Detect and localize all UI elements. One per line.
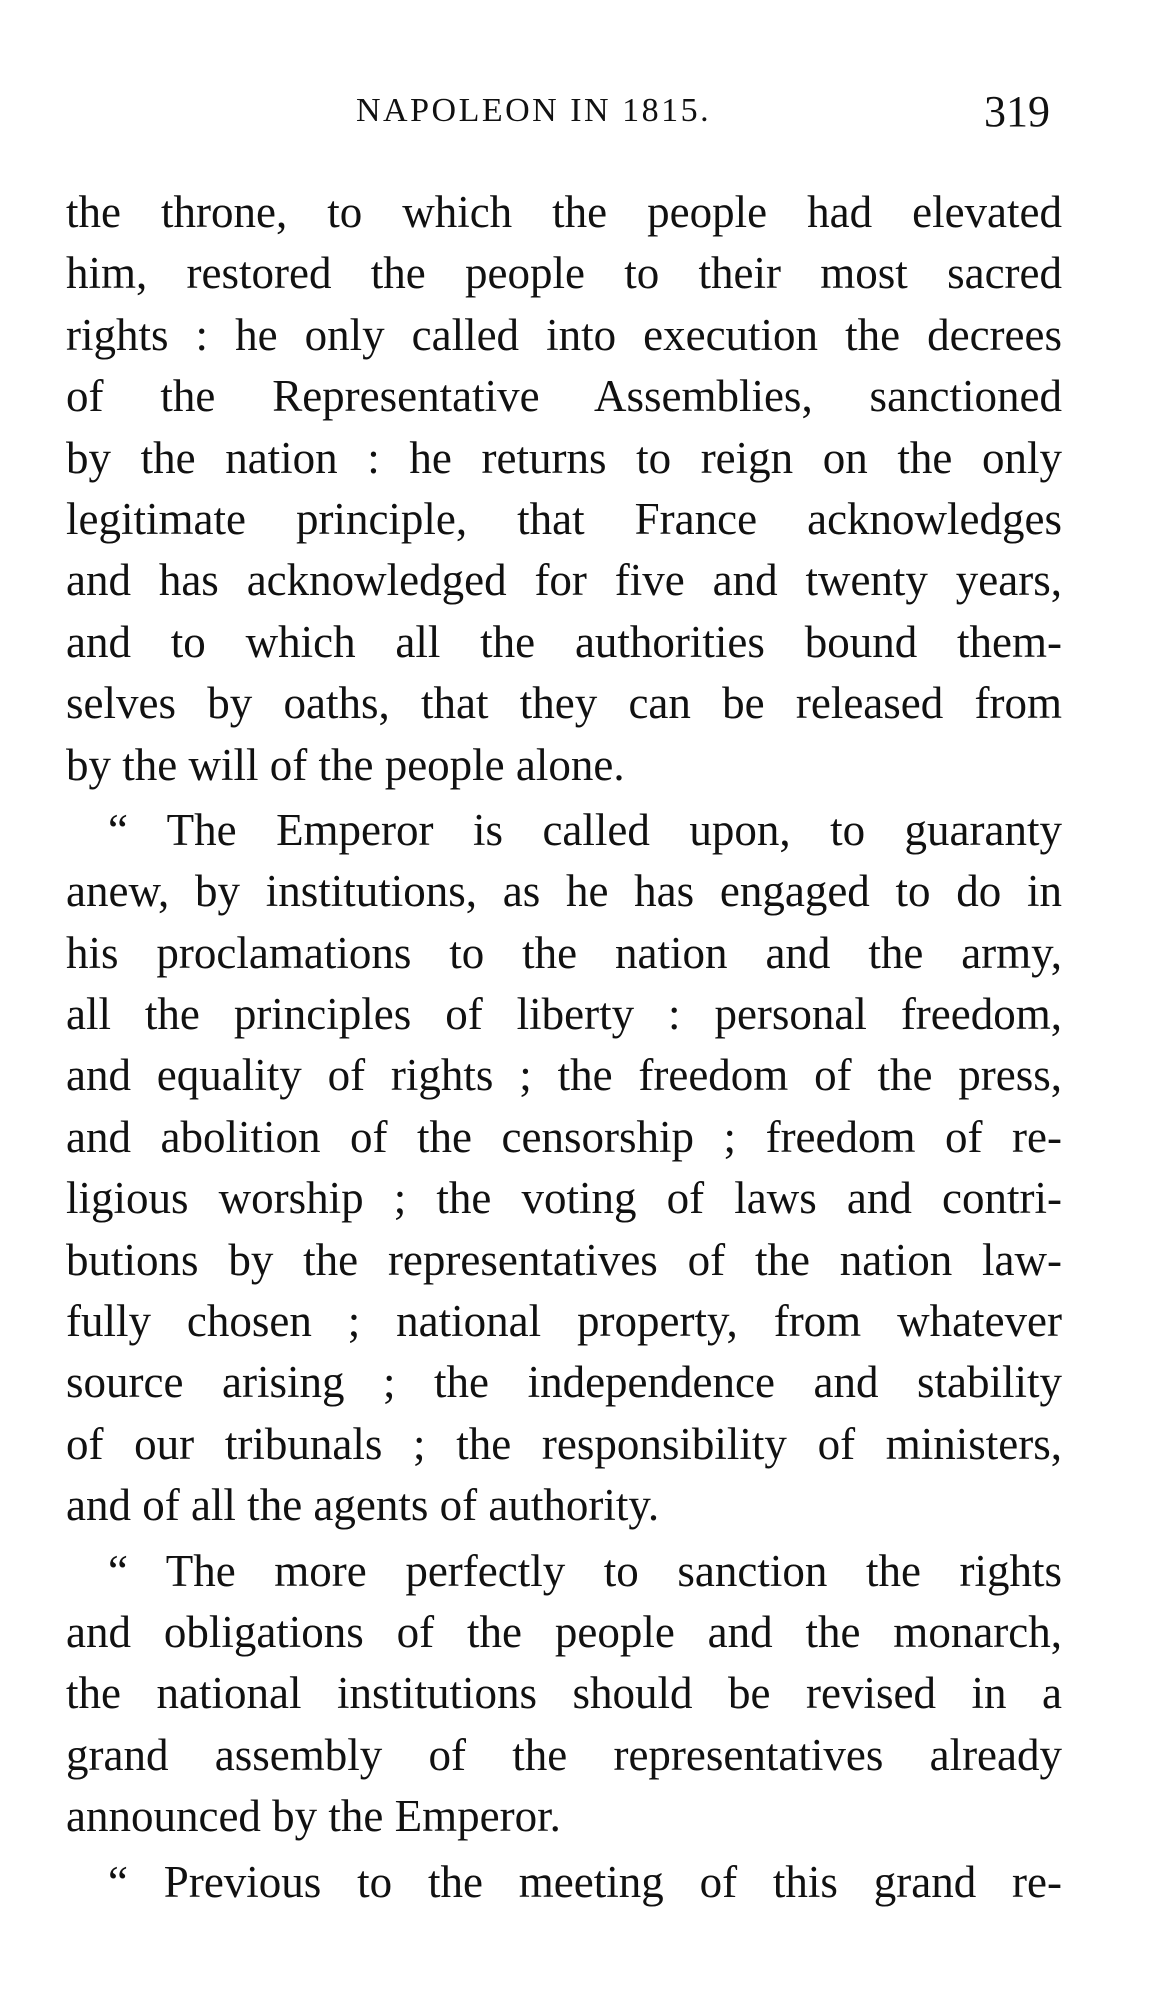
- text-line: “ The more perfectly to sanction the rights: [108, 1545, 1062, 1596]
- text-line: him, restored the people to their most sacred: [66, 248, 1062, 299]
- text-line: of the Representative Assemblies, sanctioned: [66, 371, 1062, 422]
- text-line: selves by oaths, that they can be released from: [66, 678, 1062, 729]
- page-number: 319: [984, 87, 1050, 136]
- text-line: his proclamations to the nation and the army,: [66, 927, 1062, 978]
- text-line: all the principles of liberty : personal freedom,: [66, 989, 1062, 1040]
- text-line: and of all the agents of authority.: [66, 1480, 660, 1531]
- paragraph: [66, 1852, 1062, 1913]
- text-line: and has acknowledged for five and twenty years,: [66, 555, 1062, 606]
- paragraph: [66, 800, 1062, 1537]
- text-line: and to which all the authorities bound them-: [66, 616, 1062, 667]
- text-line: and equality of rights ; the freedom of the press,: [66, 1050, 1062, 1101]
- text-line: and obligations of the people and the monarch,: [66, 1606, 1062, 1657]
- text-line: “ The Emperor is called upon, to guaranty: [108, 804, 1062, 855]
- text-line: the national institutions should be revised in a: [66, 1668, 1062, 1719]
- text-line: announced by the Emperor.: [66, 1791, 561, 1842]
- text-line: the throne, to which the people had elevated: [66, 187, 1062, 237]
- text-line: anew, by institutions, as he has engaged to do in: [66, 866, 1062, 917]
- text-line: ligious worship ; the voting of laws and contri-: [66, 1173, 1062, 1224]
- paragraph: [66, 1541, 1062, 1848]
- text-line: butions by the representatives of the nation law-: [66, 1234, 1062, 1285]
- text-line: legitimate principle, that France acknowledges: [66, 493, 1062, 544]
- text-line: fully chosen ; national property, from whatever: [66, 1296, 1062, 1347]
- text-line: by the nation : he returns to reign on the only: [66, 432, 1062, 483]
- running-title: NAPOLEON IN 1815.: [356, 92, 712, 129]
- text-line: source arising ; the independence and stability: [66, 1357, 1062, 1408]
- text-line: by the will of the people alone.: [66, 739, 625, 790]
- text-line: “ Previous to the meeting of this grand re-: [108, 1856, 1062, 1907]
- text-line: of our tribunals ; the responsibility of ministers,: [66, 1418, 1062, 1469]
- running-head: [0, 87, 1149, 152]
- text-line: rights : he only called into execution the decrees: [66, 309, 1062, 360]
- text-line: and abolition of the censorship ; freedom of re-: [66, 1111, 1062, 1162]
- text-line: grand assembly of the representatives already: [66, 1729, 1062, 1780]
- body-text: [66, 182, 1062, 1913]
- paragraph: [66, 182, 1062, 796]
